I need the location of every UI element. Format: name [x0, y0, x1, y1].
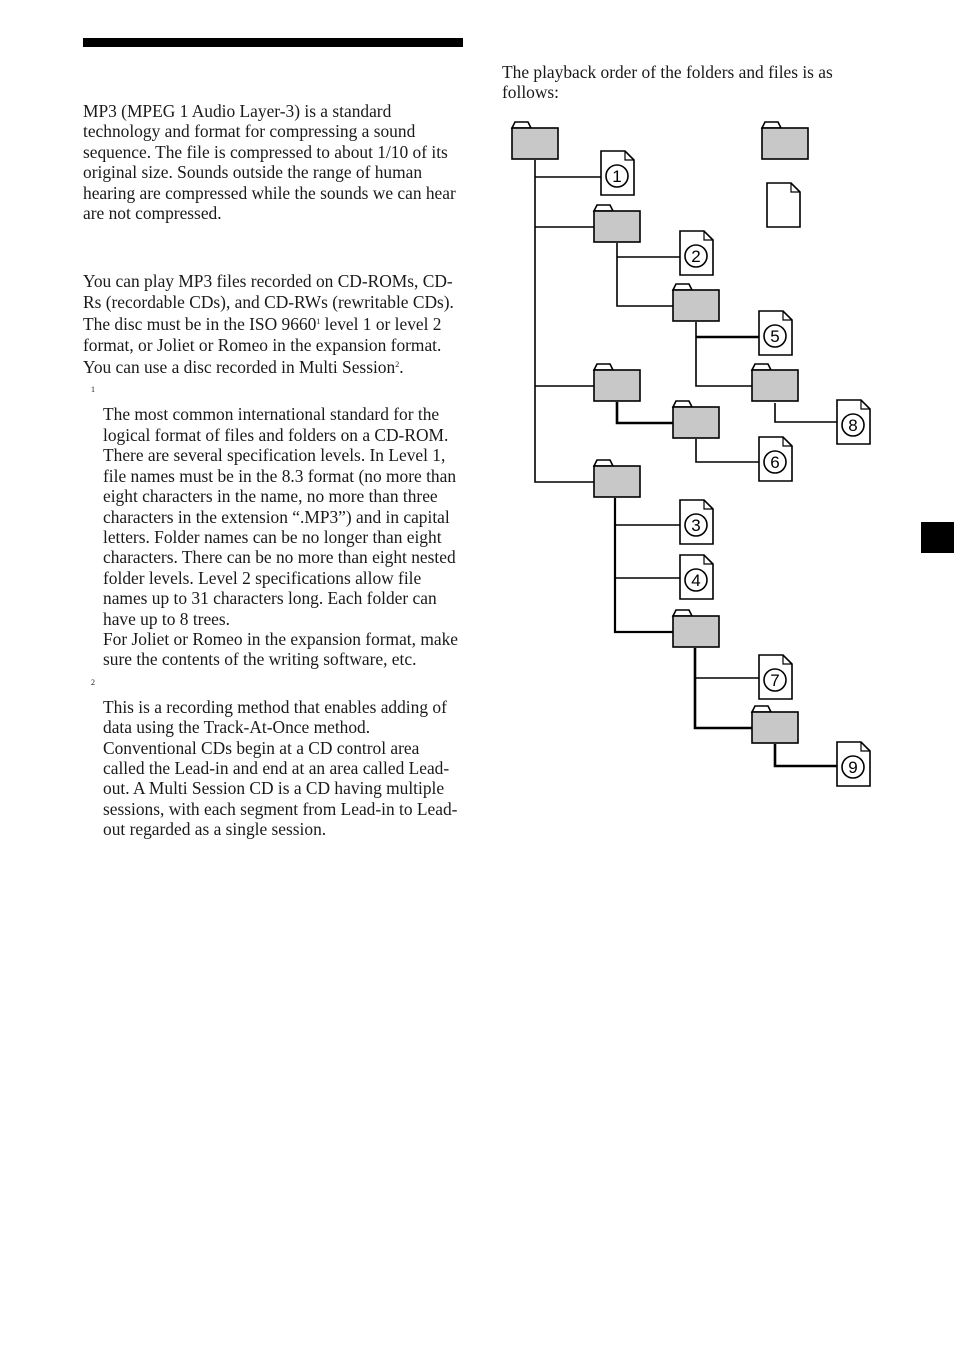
- footnote-paragraph: The most common international standard for the logical format of files and folders on a CD-ROM.: [103, 404, 449, 445]
- disc-format-text: [83, 312, 465, 355]
- title-rule: [83, 38, 463, 47]
- folder-icon: [752, 364, 798, 401]
- folder-icon: [594, 205, 640, 242]
- multi-session-text-a: You can use a disc recorded in Multi Session: [83, 357, 396, 378]
- tree-nodes: [512, 122, 870, 786]
- legend-folder-icon: [762, 122, 808, 159]
- file-icon-7: [759, 655, 792, 699]
- file-number: 4: [691, 571, 701, 590]
- file-number: 8: [848, 416, 858, 435]
- file-number: 1: [612, 167, 622, 186]
- file-icon-1: [601, 151, 634, 195]
- folder-icon-root: [512, 122, 558, 159]
- disc-format-text-a: The disc must be in the ISO 9660: [83, 314, 317, 335]
- folder-icon: [673, 401, 719, 438]
- legend-file-icon: [767, 183, 800, 227]
- right-column: [502, 62, 892, 103]
- disc-format-text-b: level 1 or level 2 format, or Joliet or Romeo in the expansion format.: [83, 314, 442, 355]
- file-icon-2: [680, 231, 713, 275]
- folder-icon: [673, 610, 719, 647]
- footnote-1: [83, 385, 465, 669]
- footnote-2: [83, 678, 465, 840]
- multi-session-text-b: .: [399, 357, 404, 378]
- file-icon-9: [837, 742, 870, 786]
- file-icon-4: [680, 555, 713, 599]
- file-number: 9: [848, 758, 858, 777]
- footnote-mark: 2: [91, 677, 95, 687]
- file-number: 2: [691, 247, 701, 266]
- footnote-ref-1: 1: [316, 317, 321, 327]
- file-number: 6: [770, 453, 780, 472]
- section-tab-marker: [921, 522, 954, 553]
- file-icon-3: [680, 500, 713, 544]
- file-number: 3: [691, 516, 701, 535]
- footnote-paragraph: This is a recording method that enables adding of data using the Track-At-Once method. Conventional CDs begin at a CD control area called the Lead-in and end at an area called Lead-out. A Multi Session CD is a CD having multiple sessions, with each segment from Lead-in to Lead-out regarded as a single session.: [103, 696, 458, 840]
- playback-order-text: The playback order of the folders and files is as follows:: [502, 62, 833, 103]
- footnote-ref-2: 2: [395, 360, 400, 370]
- file-icon-6: [759, 437, 792, 481]
- folder-icon: [752, 706, 798, 743]
- folder-icon: [594, 364, 640, 401]
- folder-icon: [673, 284, 719, 321]
- footnote-paragraph: For Joliet or Romeo in the expansion format, make sure the contents of the writing software, etc.: [103, 628, 458, 670]
- footnote-paragraph: There are several specification levels. In Level 1, file names must be in the 8.3 format (no more than eight characters in the name, no more than three characters in the extension “.MP3”) and in capital letters. Folder names can be no longer than eight characters. There can be no more than eight nested folder levels. Level 2 specifications allow file names up to 31 characters long. Each folder can have up to 8 trees.: [103, 445, 457, 629]
- playback-order-diagram: [490, 110, 910, 810]
- file-icon-5: [759, 311, 792, 355]
- folder-icon: [594, 460, 640, 497]
- mp3-intro-paragraph: MP3 (MPEG 1 Audio Layer-3) is a standard technology and format for compressing a sound sequence. The file is compressed to about 1/10 of its original size. Sounds outside the range of human hearing are compressed while the sounds we can hear are not compressed.: [83, 101, 456, 224]
- disc-types-text: You can play MP3 files recorded on CD-ROMs, CD-Rs (recordable CDs), and CD-RWs (rewritable CDs).: [83, 271, 454, 312]
- file-number: 5: [770, 327, 780, 346]
- file-icon-8: [837, 400, 870, 444]
- left-column: [83, 101, 465, 840]
- file-number: 7: [770, 671, 780, 690]
- multi-session-text: [83, 355, 465, 377]
- footnote-mark: 1: [91, 385, 95, 395]
